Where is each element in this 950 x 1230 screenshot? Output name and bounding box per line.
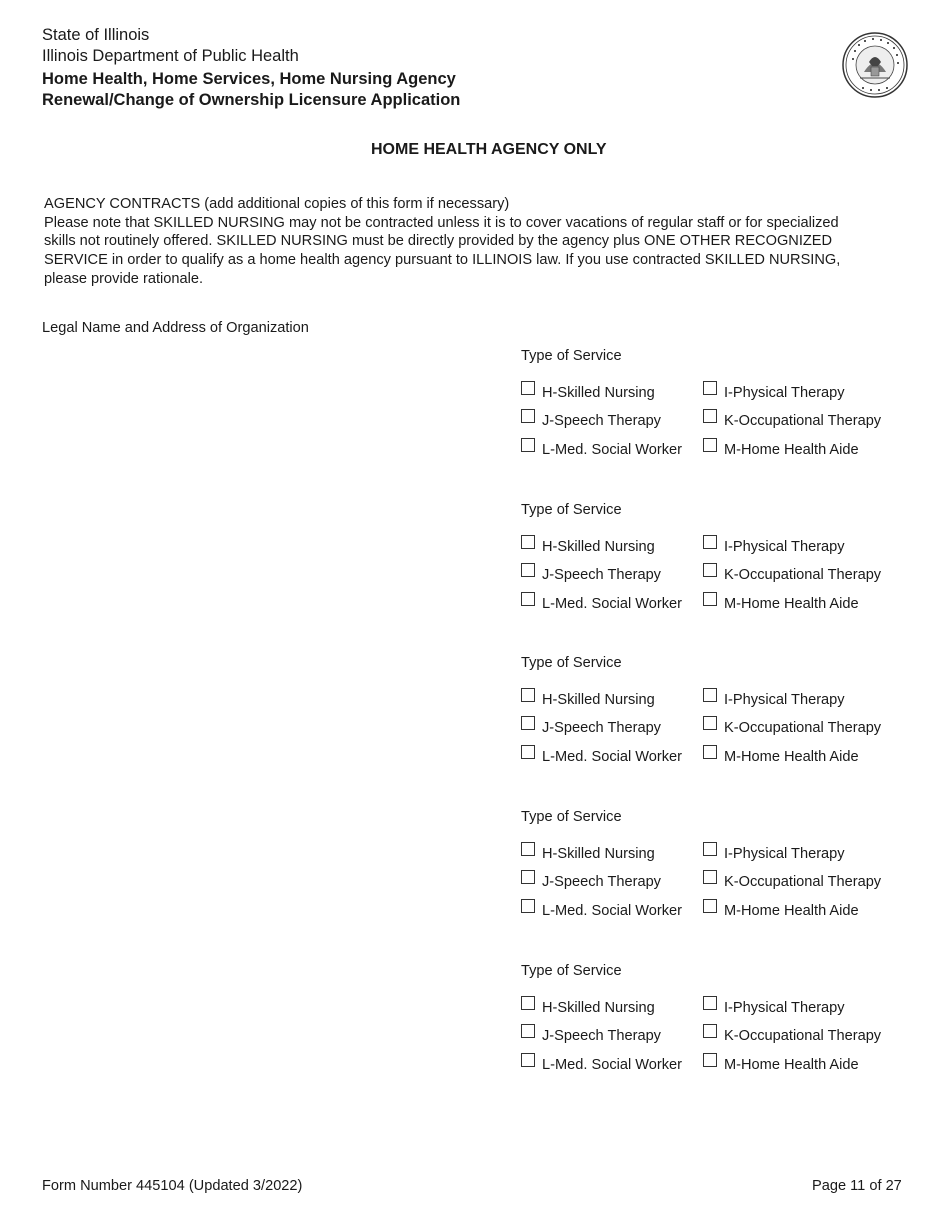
service-option[interactable] xyxy=(521,692,655,708)
service-checkbox[interactable] xyxy=(703,1024,717,1038)
type-of-service-group xyxy=(521,655,921,775)
service-option-label: M-Home Health Aide xyxy=(724,903,859,919)
service-checkbox[interactable] xyxy=(703,409,717,423)
service-option-label: K-Occupational Therapy xyxy=(724,720,882,736)
service-checkbox[interactable] xyxy=(521,592,535,606)
service-option[interactable] xyxy=(703,1028,881,1044)
service-checkbox[interactable] xyxy=(703,842,717,856)
service-checkbox[interactable] xyxy=(521,535,535,549)
organization-name-label: Legal Name and Address of Organization xyxy=(42,320,309,336)
service-option[interactable] xyxy=(521,1028,661,1044)
service-option[interactable] xyxy=(703,874,881,890)
service-option-label: I-Physical Therapy xyxy=(724,539,845,555)
service-option[interactable] xyxy=(703,567,881,583)
service-option-label: H-Skilled Nursing xyxy=(542,385,655,401)
service-option[interactable] xyxy=(703,1000,845,1016)
service-option[interactable] xyxy=(521,442,682,458)
type-of-service-label: Type of Service xyxy=(521,963,622,979)
service-checkbox[interactable] xyxy=(703,1053,717,1067)
service-option-label: J-Speech Therapy xyxy=(542,1028,661,1044)
service-option-label: H-Skilled Nursing xyxy=(542,539,655,555)
service-option-label: M-Home Health Aide xyxy=(724,1057,859,1073)
service-checkbox[interactable] xyxy=(521,996,535,1010)
service-option[interactable] xyxy=(703,539,845,555)
service-option-label: H-Skilled Nursing xyxy=(542,1000,655,1016)
service-checkbox[interactable] xyxy=(521,1053,535,1067)
notice-line: SERVICE in order to qualify as a home health agency pursuant to ILLINOIS law. If you use contracted SKILLED NURSING, xyxy=(44,252,841,269)
service-checkbox[interactable] xyxy=(521,1024,535,1038)
service-option[interactable] xyxy=(703,903,859,919)
service-checkbox[interactable] xyxy=(521,745,535,759)
service-option[interactable] xyxy=(521,1000,655,1016)
state-name: State of Illinois xyxy=(42,26,150,44)
type-of-service-label: Type of Service xyxy=(521,348,622,364)
service-option-label: L-Med. Social Worker xyxy=(542,596,683,612)
notice-line: skills not routinely offered. SKILLED NURSING must be directly provided by the agency plus ONE OTHER RECOGNIZED xyxy=(44,233,833,250)
service-option[interactable] xyxy=(521,1057,682,1073)
service-checkbox[interactable] xyxy=(521,409,535,423)
service-option-label: K-Occupational Therapy xyxy=(724,567,882,583)
service-option-label: J-Speech Therapy xyxy=(542,720,661,736)
service-option-label: L-Med. Social Worker xyxy=(542,1057,683,1073)
service-checkbox[interactable] xyxy=(703,870,717,884)
service-option-label: M-Home Health Aide xyxy=(724,442,859,458)
service-option-label: I-Physical Therapy xyxy=(724,846,845,862)
service-checkbox[interactable] xyxy=(703,716,717,730)
service-option[interactable] xyxy=(521,874,661,890)
service-checkbox[interactable] xyxy=(521,716,535,730)
service-option[interactable] xyxy=(521,903,682,919)
service-option-label: K-Occupational Therapy xyxy=(724,874,882,890)
service-option-label: H-Skilled Nursing xyxy=(542,846,655,862)
service-option[interactable] xyxy=(703,720,881,736)
service-option[interactable] xyxy=(703,413,881,429)
form-title-line2: Renewal/Change of Ownership Licensure Application xyxy=(42,91,461,109)
type-of-service-group xyxy=(521,809,921,929)
service-option[interactable] xyxy=(521,385,655,401)
service-option[interactable] xyxy=(521,413,661,429)
service-option[interactable] xyxy=(703,442,859,458)
service-checkbox[interactable] xyxy=(521,899,535,913)
type-of-service-label: Type of Service xyxy=(521,502,622,518)
service-checkbox[interactable] xyxy=(521,842,535,856)
service-checkbox[interactable] xyxy=(521,563,535,577)
service-option-label: M-Home Health Aide xyxy=(724,596,859,612)
service-checkbox[interactable] xyxy=(703,996,717,1010)
form-number: Form Number 445104 (Updated 3/2022) xyxy=(42,1178,303,1194)
type-of-service-label: Type of Service xyxy=(521,655,622,671)
service-option-label: J-Speech Therapy xyxy=(542,413,661,429)
service-checkbox[interactable] xyxy=(521,438,535,452)
section-title: HOME HEALTH AGENCY ONLY xyxy=(371,141,607,158)
service-option-label: K-Occupational Therapy xyxy=(724,1028,882,1044)
type-of-service-group xyxy=(521,348,921,468)
notice-line: please provide rationale. xyxy=(44,270,204,287)
service-checkbox[interactable] xyxy=(703,688,717,702)
service-checkbox[interactable] xyxy=(703,381,717,395)
service-option[interactable] xyxy=(521,749,682,765)
service-option[interactable] xyxy=(703,1057,859,1073)
service-option-label: I-Physical Therapy xyxy=(724,385,845,401)
type-of-service-label: Type of Service xyxy=(521,809,622,825)
service-checkbox[interactable] xyxy=(703,592,717,606)
state-seal-logo xyxy=(842,32,908,98)
service-checkbox[interactable] xyxy=(703,438,717,452)
service-checkbox[interactable] xyxy=(521,381,535,395)
page-number: Page 11 of 27 xyxy=(812,1178,902,1194)
service-option[interactable] xyxy=(703,692,845,708)
service-option-label: J-Speech Therapy xyxy=(542,874,661,890)
service-option[interactable] xyxy=(521,720,661,736)
service-option-label: L-Med. Social Worker xyxy=(542,903,683,919)
type-of-service-group xyxy=(521,963,921,1083)
service-option-label: M-Home Health Aide xyxy=(724,749,859,765)
service-checkbox[interactable] xyxy=(703,899,717,913)
service-option-label: I-Physical Therapy xyxy=(724,692,845,708)
service-checkbox[interactable] xyxy=(703,535,717,549)
service-option-label: I-Physical Therapy xyxy=(724,1000,845,1016)
service-checkbox[interactable] xyxy=(703,563,717,577)
service-option[interactable] xyxy=(521,539,655,555)
service-option[interactable] xyxy=(703,846,845,862)
form-title-line1: Home Health, Home Services, Home Nursing Agency xyxy=(42,70,456,88)
service-option[interactable] xyxy=(703,749,859,765)
service-checkbox[interactable] xyxy=(703,745,717,759)
service-option[interactable] xyxy=(521,596,682,612)
department-name: Illinois Department of Public Health xyxy=(42,47,299,65)
agency-contracts-notice xyxy=(44,195,914,289)
service-option[interactable] xyxy=(521,846,655,862)
notice-line: Please note that SKILLED NURSING may not be contracted unless it is to cover vacations of regular staff or for specialized xyxy=(44,214,839,231)
service-option-label: H-Skilled Nursing xyxy=(542,692,655,708)
service-option-label: L-Med. Social Worker xyxy=(542,442,683,458)
notice-heading: AGENCY CONTRACTS (add additional copies of this form if necessary) xyxy=(44,196,510,212)
service-checkbox[interactable] xyxy=(521,870,535,884)
service-option[interactable] xyxy=(521,567,661,583)
service-option-label: K-Occupational Therapy xyxy=(724,413,882,429)
service-option-label: L-Med. Social Worker xyxy=(542,749,683,765)
service-option[interactable] xyxy=(703,385,845,401)
type-of-service-group xyxy=(521,502,921,622)
service-option-label: J-Speech Therapy xyxy=(542,567,661,583)
service-option[interactable] xyxy=(703,596,859,612)
service-checkbox[interactable] xyxy=(521,688,535,702)
